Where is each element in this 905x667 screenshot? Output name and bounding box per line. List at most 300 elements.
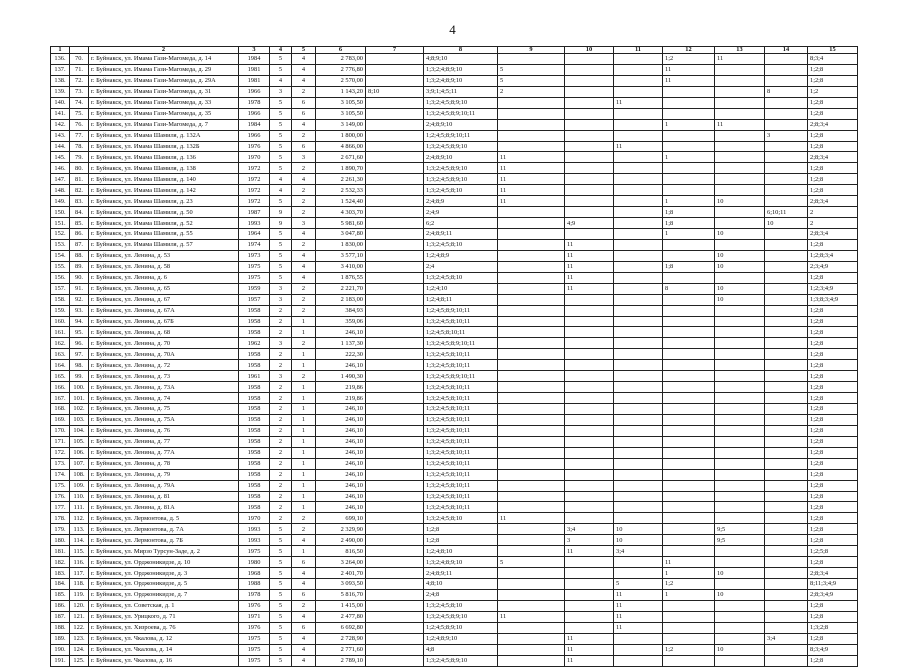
table-cell: 1;2;8 <box>808 305 858 316</box>
table-cell <box>366 371 424 382</box>
column-header: 5 <box>292 47 316 54</box>
table-row <box>51 633 858 644</box>
table-cell: 1;2;8 <box>808 97 858 108</box>
table-cell <box>366 436 424 447</box>
table-cell: 1;2;8 <box>808 414 858 425</box>
table-row <box>51 108 858 119</box>
table-cell <box>498 655 565 666</box>
table-cell: 1958 <box>239 305 270 316</box>
column-header: 3 <box>239 47 270 54</box>
table-cell <box>614 644 663 655</box>
table-cell <box>663 349 715 360</box>
table-row <box>51 261 858 272</box>
table-cell <box>715 130 765 141</box>
table-cell: 2 <box>270 305 292 316</box>
table-cell: 184. <box>51 579 70 590</box>
table-cell: 2 <box>292 371 316 382</box>
table-cell: 140. <box>51 97 70 108</box>
table-cell: 1966 <box>239 108 270 119</box>
table-cell <box>663 250 715 261</box>
table-cell: 1 <box>663 568 715 579</box>
table-cell: 2 <box>270 349 292 360</box>
table-cell <box>565 327 614 338</box>
table-cell: 1;2;8 <box>808 272 858 283</box>
table-cell <box>498 283 565 294</box>
table-cell: 1;8 <box>663 218 715 229</box>
table-cell: 2 <box>270 316 292 327</box>
table-cell: 1968 <box>239 568 270 579</box>
table-cell: 4 <box>270 185 292 196</box>
column-header: 4 <box>270 47 292 54</box>
table-cell <box>765 546 808 557</box>
table-cell <box>498 622 565 633</box>
table-cell: 1958 <box>239 447 270 458</box>
table-cell: 2;8;3;4 <box>808 152 858 163</box>
table-cell <box>498 272 565 283</box>
table-cell <box>765 152 808 163</box>
table-cell: 148. <box>51 185 70 196</box>
table-cell <box>663 458 715 469</box>
table-cell: 4 303,70 <box>316 207 366 218</box>
table-cell: 1976 <box>239 622 270 633</box>
column-header: 1 <box>51 47 70 54</box>
table-cell: 2 728,90 <box>316 633 366 644</box>
table-cell: 1957 <box>239 294 270 305</box>
table-cell: 99. <box>70 371 89 382</box>
table-cell <box>498 97 565 108</box>
table-cell: 74. <box>70 97 89 108</box>
table-cell <box>498 229 565 240</box>
table-cell: 168. <box>51 404 70 415</box>
table-cell <box>663 425 715 436</box>
table-cell: 1;2;8 <box>808 447 858 458</box>
table-row <box>51 86 858 97</box>
table-cell: 246,10 <box>316 436 366 447</box>
table-cell: 1;2;4;8;10 <box>424 546 498 557</box>
table-cell <box>663 86 715 97</box>
table-row <box>51 436 858 447</box>
table-cell: 4 <box>292 535 316 546</box>
table-cell <box>663 185 715 196</box>
table-row <box>51 64 858 75</box>
table-cell <box>498 589 565 600</box>
table-cell <box>765 622 808 633</box>
table-cell: 3 047,80 <box>316 229 366 240</box>
table-cell: 8 <box>765 86 808 97</box>
table-cell: 1;2;8 <box>808 141 858 152</box>
table-cell: 2 <box>292 338 316 349</box>
table-cell: 187. <box>51 611 70 622</box>
table-cell <box>715 75 765 86</box>
table-cell <box>366 97 424 108</box>
table-cell: 176. <box>51 491 70 502</box>
table-cell: 1;2;4;8;9 <box>424 250 498 261</box>
table-cell: г. Буйнакск, ул. Имама Шамиля, д. 55 <box>89 229 239 240</box>
table-cell: 175. <box>51 480 70 491</box>
table-cell <box>565 502 614 513</box>
table-cell <box>614 425 663 436</box>
table-cell <box>366 404 424 415</box>
table-cell <box>663 97 715 108</box>
table-cell <box>715 469 765 480</box>
table-cell: 1;3;2;4;5;8;10;11 <box>424 393 498 404</box>
table-cell: 5 <box>498 75 565 86</box>
table-cell: 2 771,60 <box>316 644 366 655</box>
table-cell: 11 <box>565 272 614 283</box>
table-cell <box>366 185 424 196</box>
table-cell: 2 <box>270 502 292 513</box>
table-cell: 219,86 <box>316 382 366 393</box>
table-cell: 146. <box>51 163 70 174</box>
table-cell: 1;3;2;4;5;8;10;11 <box>424 404 498 415</box>
table-cell <box>614 557 663 568</box>
table-cell <box>614 272 663 283</box>
table-cell <box>765 338 808 349</box>
table-cell <box>366 327 424 338</box>
table-cell <box>565 611 614 622</box>
table-cell: 4 <box>292 261 316 272</box>
table-cell: 142. <box>51 119 70 130</box>
table-cell: 147. <box>51 174 70 185</box>
table-cell <box>614 393 663 404</box>
table-cell <box>614 174 663 185</box>
table-cell: 172. <box>51 447 70 458</box>
table-cell: 1;2;8 <box>808 371 858 382</box>
table-cell: г. Буйнакск, ул. Ленина, д. 73 <box>89 371 239 382</box>
table-cell: 1975 <box>239 272 270 283</box>
table-cell: г. Буйнакск, ул. Ленина, д. 70 <box>89 338 239 349</box>
table-cell: 4;8;10 <box>424 579 498 590</box>
table-cell <box>663 655 715 666</box>
table-cell: 1966 <box>239 86 270 97</box>
table-cell: 11 <box>614 97 663 108</box>
table-cell <box>614 283 663 294</box>
table-cell: 3 410,00 <box>316 261 366 272</box>
table-cell <box>498 316 565 327</box>
table-cell: 5 <box>270 272 292 283</box>
table-cell <box>366 64 424 75</box>
table-cell: 1971 <box>239 611 270 622</box>
table-cell: 9 <box>270 218 292 229</box>
table-cell <box>565 119 614 130</box>
table-cell: 2;3;4;9 <box>808 261 858 272</box>
table-cell <box>663 622 715 633</box>
table-cell: 1 <box>292 360 316 371</box>
table-cell <box>498 469 565 480</box>
table-cell: 2 <box>270 425 292 436</box>
table-cell: 5 <box>270 196 292 207</box>
table-cell: 5 <box>270 64 292 75</box>
table-cell: 188. <box>51 622 70 633</box>
table-row <box>51 491 858 502</box>
table-cell <box>565 404 614 415</box>
table-cell: 114. <box>70 535 89 546</box>
table-cell <box>663 600 715 611</box>
table-cell <box>366 382 424 393</box>
table-row <box>51 174 858 185</box>
table-cell: 1;2;4;5;8;9;10;11 <box>424 305 498 316</box>
table-cell: 4 <box>292 633 316 644</box>
table-cell: 159. <box>51 305 70 316</box>
table-cell <box>366 644 424 655</box>
table-cell: 1;2;8 <box>424 524 498 535</box>
table-cell: 2 <box>270 404 292 415</box>
table-cell: 112. <box>70 513 89 524</box>
table-cell: 3 093,50 <box>316 579 366 590</box>
table-cell <box>765 404 808 415</box>
table-cell <box>614 152 663 163</box>
table-cell <box>498 644 565 655</box>
table-cell <box>565 436 614 447</box>
table-cell <box>614 349 663 360</box>
table-cell: г. Буйнакск, ул. Ленина, д. 77 <box>89 436 239 447</box>
table-cell: 9;5 <box>715 535 765 546</box>
table-cell <box>765 480 808 491</box>
table-cell <box>614 64 663 75</box>
table-cell: 1958 <box>239 414 270 425</box>
table-cell: 4 <box>292 75 316 86</box>
table-cell <box>663 469 715 480</box>
table-cell <box>614 305 663 316</box>
table-cell <box>565 316 614 327</box>
table-cell <box>614 502 663 513</box>
table-cell: 4 <box>270 174 292 185</box>
table-cell: 1;2 <box>663 579 715 590</box>
table-cell <box>614 229 663 240</box>
table-cell: 145. <box>51 152 70 163</box>
table-cell: г. Буйнакск, ул. Имама Шамиля, д. 138 <box>89 163 239 174</box>
table-cell: 10 <box>715 250 765 261</box>
table-cell: 1 <box>292 480 316 491</box>
column-header: 15 <box>808 47 858 54</box>
table-cell: 2 <box>270 491 292 502</box>
table-cell: 1;3;2;4;5;8;9;10 <box>424 174 498 185</box>
table-cell: 1 <box>292 327 316 338</box>
table-cell: 5 <box>270 261 292 272</box>
table-cell: 2 <box>270 393 292 404</box>
table-cell: г. Буйнакск, ул. Орджоникидзе, д. 5 <box>89 579 239 590</box>
table-cell <box>565 75 614 86</box>
table-cell: 70. <box>70 54 89 65</box>
table-cell: 11 <box>565 633 614 644</box>
table-cell <box>565 600 614 611</box>
table-cell: 1 <box>663 119 715 130</box>
table-cell: 11 <box>614 611 663 622</box>
table-row <box>51 316 858 327</box>
table-cell <box>715 207 765 218</box>
table-cell: г. Буйнакск, ул. Ленина, д. 65 <box>89 283 239 294</box>
table-cell <box>498 261 565 272</box>
table-cell <box>498 414 565 425</box>
table-cell <box>614 163 663 174</box>
table-cell: 93. <box>70 305 89 316</box>
table-cell <box>366 600 424 611</box>
table-cell: 246,10 <box>316 447 366 458</box>
table-cell <box>765 557 808 568</box>
table-cell: 5 <box>270 152 292 163</box>
table-cell: 5 <box>270 524 292 535</box>
table-cell: 3 <box>270 294 292 305</box>
table-cell: г. Буйнакск, ул. Ленина, д. 67А <box>89 305 239 316</box>
table-cell: 108. <box>70 469 89 480</box>
table-cell <box>765 600 808 611</box>
table-cell: 4 <box>292 579 316 590</box>
table-cell: 1;2;8 <box>808 360 858 371</box>
table-cell: 165. <box>51 371 70 382</box>
table-cell: 5 <box>270 589 292 600</box>
table-cell: 5 <box>270 557 292 568</box>
table-cell: 816,50 <box>316 546 366 557</box>
table-cell: 124. <box>70 644 89 655</box>
table-cell: 1958 <box>239 502 270 513</box>
table-cell: г. Буйнакск, ул. Ленина, д. 70А <box>89 349 239 360</box>
table-cell: 2 477,80 <box>316 611 366 622</box>
column-header: 2 <box>89 47 239 54</box>
table-cell: 1;8 <box>663 207 715 218</box>
table-cell: 113. <box>70 524 89 535</box>
table-row <box>51 207 858 218</box>
table-cell: 6 <box>292 589 316 600</box>
table-cell: г. Буйнакск, ул. Ленина, д. 58 <box>89 261 239 272</box>
table-cell: 11 <box>565 655 614 666</box>
table-cell: 384,93 <box>316 305 366 316</box>
table-cell <box>498 524 565 535</box>
table-cell: 100. <box>70 382 89 393</box>
table-cell: г. Буйнакск, ул. Ленина, д. 67 <box>89 294 239 305</box>
table-cell: 136. <box>51 54 70 65</box>
table-cell <box>498 130 565 141</box>
table-cell: г. Буйнакск, ул. Ленина, д. 6 <box>89 272 239 283</box>
table-cell <box>498 491 565 502</box>
table-cell <box>663 239 715 250</box>
table-cell <box>663 404 715 415</box>
table-cell: 5 981,60 <box>316 218 366 229</box>
table-cell: 1 <box>292 502 316 513</box>
table-row <box>51 425 858 436</box>
table-cell: 2 401,70 <box>316 568 366 579</box>
table-cell <box>765 447 808 458</box>
table-cell: 6 <box>292 622 316 633</box>
table-cell: 4 <box>292 250 316 261</box>
table-cell <box>765 305 808 316</box>
table-cell: 1975 <box>239 546 270 557</box>
table-cell <box>498 633 565 644</box>
table-cell: 1;2;8 <box>808 480 858 491</box>
table-cell <box>366 557 424 568</box>
table-cell: 2 <box>292 239 316 250</box>
table-cell <box>765 568 808 579</box>
table-cell: 1;3;2;4;5;8;10 <box>424 272 498 283</box>
table-cell: г. Буйнакск, ул. Советская, д. 1 <box>89 600 239 611</box>
table-cell <box>366 316 424 327</box>
table-cell: 6 <box>292 97 316 108</box>
table-row <box>51 218 858 229</box>
table-cell <box>715 436 765 447</box>
table-cell: 1;2;8 <box>808 513 858 524</box>
table-cell: г. Буйнакск, ул. Лермонтова, д. 7А <box>89 524 239 535</box>
table-cell <box>663 524 715 535</box>
table-cell: 1 <box>292 404 316 415</box>
table-row <box>51 568 858 579</box>
table-cell: 1 <box>292 425 316 436</box>
table-cell <box>715 349 765 360</box>
column-header: 14 <box>765 47 808 54</box>
table-cell: 1972 <box>239 163 270 174</box>
table-cell: 1973 <box>239 250 270 261</box>
table-cell: 189. <box>51 633 70 644</box>
table-cell <box>366 261 424 272</box>
table-cell: 5 <box>270 54 292 65</box>
table-cell: 118. <box>70 579 89 590</box>
table-cell: 4 <box>292 64 316 75</box>
table-cell: 1;2;3;4;9 <box>808 283 858 294</box>
table-cell: 3 105,50 <box>316 108 366 119</box>
table-cell <box>366 174 424 185</box>
table-row <box>51 360 858 371</box>
table-cell: 150. <box>51 207 70 218</box>
table-cell <box>366 218 424 229</box>
table-cell <box>366 414 424 425</box>
table-cell: 1981 <box>239 64 270 75</box>
table-cell <box>565 163 614 174</box>
table-cell: 8;11;3;4;9 <box>808 579 858 590</box>
table-cell: 5 <box>270 633 292 644</box>
table-cell: 122. <box>70 622 89 633</box>
table-cell <box>366 54 424 65</box>
table-cell: 246,10 <box>316 414 366 425</box>
table-cell: 1;2;8 <box>808 469 858 480</box>
table-cell: 120. <box>70 600 89 611</box>
table-cell <box>498 447 565 458</box>
table-cell: 174. <box>51 469 70 480</box>
table-cell <box>663 294 715 305</box>
table-cell: 1 <box>292 491 316 502</box>
table-cell <box>366 589 424 600</box>
table-cell <box>663 130 715 141</box>
table-cell: 1;3;2;4;5;8;9;10;11 <box>424 371 498 382</box>
table-cell <box>715 108 765 119</box>
table-cell <box>715 579 765 590</box>
table-cell <box>765 425 808 436</box>
table-cell: 1976 <box>239 141 270 152</box>
table-cell <box>765 436 808 447</box>
table-cell: 1 830,00 <box>316 239 366 250</box>
table-cell <box>765 644 808 655</box>
table-cell: г. Буйнакск, ул. Орджоникидзе, д. 10 <box>89 557 239 568</box>
table-cell: 151. <box>51 218 70 229</box>
table-cell <box>765 589 808 600</box>
table-cell: 4 <box>292 655 316 666</box>
table-cell: 5 <box>498 557 565 568</box>
table-cell: 162. <box>51 338 70 349</box>
table-cell <box>715 404 765 415</box>
table-cell <box>715 163 765 174</box>
table-cell <box>765 579 808 590</box>
table-row <box>51 655 858 666</box>
table-cell: 1;3;2;4;5;8;9;10;11 <box>424 108 498 119</box>
table-cell: 8;3;4;9 <box>808 644 858 655</box>
table-row <box>51 404 858 415</box>
table-row <box>51 119 858 130</box>
table-cell: 2 <box>292 294 316 305</box>
table-cell: 6;10;11 <box>765 207 808 218</box>
table-cell <box>765 185 808 196</box>
table-cell: 2 <box>292 513 316 524</box>
table-cell: 1 <box>292 458 316 469</box>
table-cell: 1;2;8 <box>808 349 858 360</box>
table-cell <box>565 185 614 196</box>
table-cell <box>715 218 765 229</box>
